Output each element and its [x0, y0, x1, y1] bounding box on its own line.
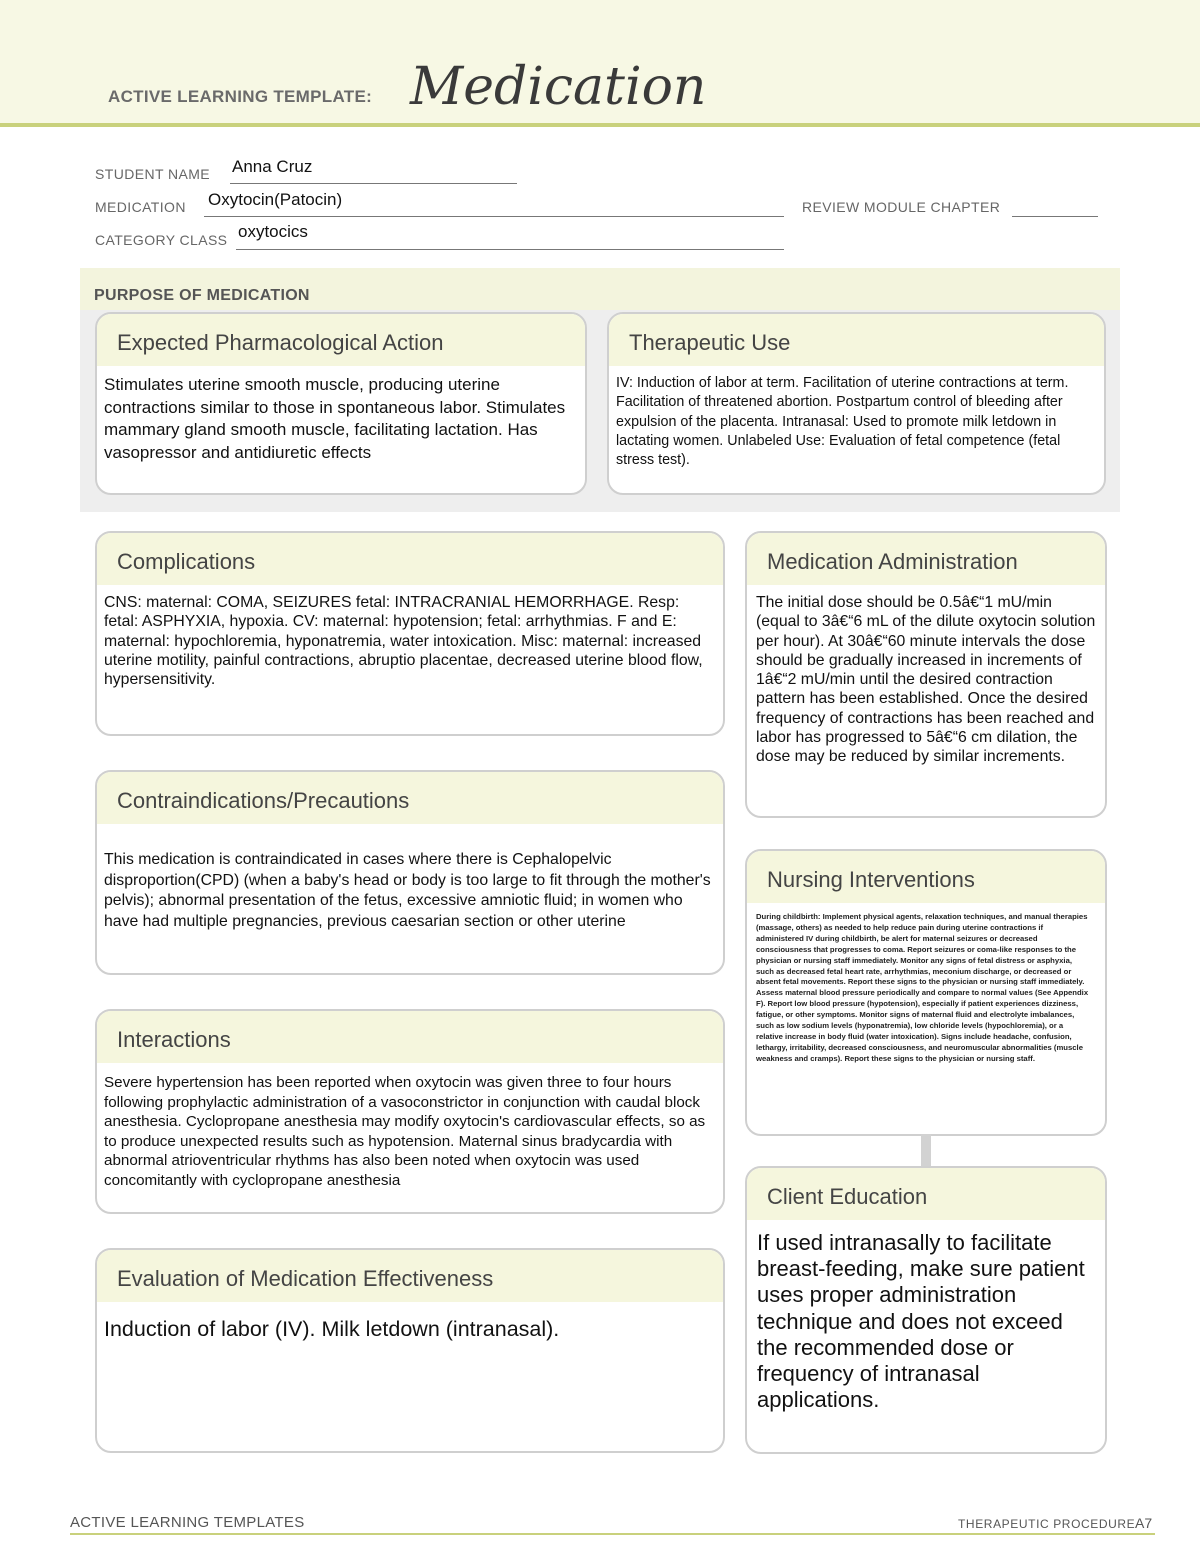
medication-field[interactable]: Oxytocin(Patocin) [208, 190, 343, 209]
category-line [236, 249, 784, 250]
complications-title: Complications [117, 549, 256, 574]
page-title: Medication [410, 57, 707, 117]
client-education-title: Client Education [767, 1184, 928, 1209]
box-header [747, 1168, 1105, 1220]
evaluation-text[interactable]: Induction of labor (IV). Milk letdown (intranasal). [104, 1317, 560, 1341]
medication-label: MEDICATION [95, 199, 186, 215]
therapeutic-use-text[interactable]: IV: Induction of labor at term. Facilitation of uterine contractions at term. Facilitation of threatened abortion. Postpartum control of bleeding after expulsion of the placenta. Intranasal: Used to promote milk letdown in lactating women. Unlabeled Use: Evaluation of fetal competence (fetal stress test). [616, 375, 1069, 469]
evaluation-title: Evaluation of Medication Effectiveness [117, 1266, 494, 1291]
medication-line [204, 216, 784, 217]
review-chapter-field[interactable] [1012, 216, 1098, 217]
expected-action-box [95, 312, 587, 495]
student-name-line [230, 183, 517, 184]
header-rule [0, 123, 1200, 127]
page-number: A7 [1135, 1515, 1153, 1531]
interactions-title: Interactions [117, 1027, 231, 1052]
box-header [747, 851, 1105, 903]
footer-rule [70, 1533, 1155, 1535]
nursing-interventions-box [745, 849, 1107, 1136]
category-class-label: CATEGORY CLASS [95, 232, 228, 248]
purpose-label: PURPOSE OF MEDICATION [94, 287, 310, 304]
administration-box [745, 531, 1107, 818]
box-header [609, 314, 1104, 366]
client-education-box [745, 1166, 1107, 1454]
expected-action-text[interactable]: Stimulates uterine smooth muscle, producing uterine contractions similar to those in spontaneous labor. Stimulates mammary gland smooth muscle, facilitating lactation. Has vasopressor and antidiuretic effects [104, 375, 566, 462]
interactions-text[interactable]: Severe hypertension has been reported when oxytocin was given three to four hours following prophylactic administration of a vasoconstrictor in conjunction with caudal block anesthesia. Cyclopropane anesthesia may modify oxytocin's cardiovascular effects, so as to produce unexpected results such as hypotension. Maternal sinus bradycardia with abnormal atrioventricular rhythms has also been noted when oxytocin was used concomitantly with cyclopropane anesthesia [104, 1074, 706, 1189]
complications-box [95, 531, 725, 736]
box-header [97, 533, 723, 585]
box-header [97, 1011, 723, 1063]
nursing-interventions-text[interactable]: During childbirth: Implement physical agents, relaxation techniques, and manual therapies (massage, others) as needed to help reduce pain during uterine contractions if administered IV during childbirth, be alert for maternal seizures or decreased consciousness that progresses to coma. Report seizures or coma-like responses to the physician or nursing staff immediately. Monitor any signs of fetal distress or asphyxia, such as decreased fetal heart rate, arrhythmias, meconium discharge, or decreased or absent fetal movements. Report these signs to the physician or nursing staff immediately. Assess maternal blood pressure periodically and compare to normal values (See Appendix F). Report low blood pressure (hypotension), especially if patient experiences dizziness, fatigue, or other symptoms. Monitor signs of maternal fluid and electrolyte imbalances, such as low sodium levels (hyponatremia), low chloride levels (hypochloremia), or a relative increase in body fluid (water intoxication). Signs include headache, confusion, lethargy, irritability, decreased consciousness, and neuromuscular abnormalities (muscle weakness and cramps). Report these signs to the physician or nursing staff. [756, 912, 1089, 1063]
category-class-field[interactable]: oxytocics [238, 222, 308, 241]
contraindications-text[interactable]: This medication is contraindicated in cases where there is Cephalopelvic disproportion(CPD) (when a baby's head or body is too large to fit through the mother's pelvis); abnormal presentation of the fetus, excessive amniotic fluid; in women who have had multiple pregnancies, previous caesarian section or other uterine [104, 851, 711, 930]
nursing-interventions-title: Nursing Interventions [767, 867, 975, 892]
contraindications-box [95, 770, 725, 975]
review-chapter-label: REVIEW MODULE CHAPTER [802, 199, 1001, 215]
administration-text[interactable]: The initial dose should be 0.5â€“1 mU/min (equal to 3â€“6 mL of the dilute oxytocin solution per hour). At 30â€“60 minute intervals the dose should be gradually increased in increments of 1â€“2 mU/min until the desired contraction pattern has been established. Once the desired frequency of contractions has been reached and labor has progressed to 5â€“6 cm dilation, the dose may be reduced by similar increments. [756, 594, 1096, 766]
template-label: ACTIVE LEARNING TEMPLATE: [108, 87, 373, 106]
therapeutic-use-box [607, 312, 1106, 495]
interactions-box [95, 1009, 725, 1214]
contraindications-title: Contraindications/Precautions [117, 788, 410, 813]
footer-right-label: THERAPEUTIC PROCEDURE [958, 1517, 1136, 1531]
footer-left-label: ACTIVE LEARNING TEMPLATES [70, 1514, 305, 1531]
box-header [97, 772, 723, 824]
box-header [97, 1250, 723, 1302]
complications-text[interactable]: CNS: maternal: COMA, SEIZURES fetal: INTRACRANIAL HEMORRHAGE. Resp: fetal: ASPHYXIA, hypoxia. CV: maternal: hypotension; fetal: arrhythmias. F and E: maternal: hypochloremia, hyponatremia, water intoxication. Misc: maternal: increased uterine motility, painful contractions, abruptio placentae, decreased uterine blood flow, hypersensitivity. [104, 594, 703, 689]
therapeutic-use-title: Therapeutic Use [629, 330, 791, 355]
student-name-field[interactable]: Anna Cruz [232, 157, 313, 176]
client-education-text[interactable]: If used intranasally to facilitate breast-feeding, make sure patient uses proper administration technique and does not exceed the recommended dose or frequency of intranasal applications. [757, 1230, 1085, 1413]
student-name-label: STUDENT NAME [95, 166, 210, 182]
expected-action-title: Expected Pharmacological Action [117, 330, 444, 355]
box-header [97, 314, 585, 366]
connector-bar [921, 1134, 931, 1167]
administration-title: Medication Administration [767, 549, 1018, 574]
box-header [747, 533, 1105, 585]
evaluation-box [95, 1248, 725, 1453]
